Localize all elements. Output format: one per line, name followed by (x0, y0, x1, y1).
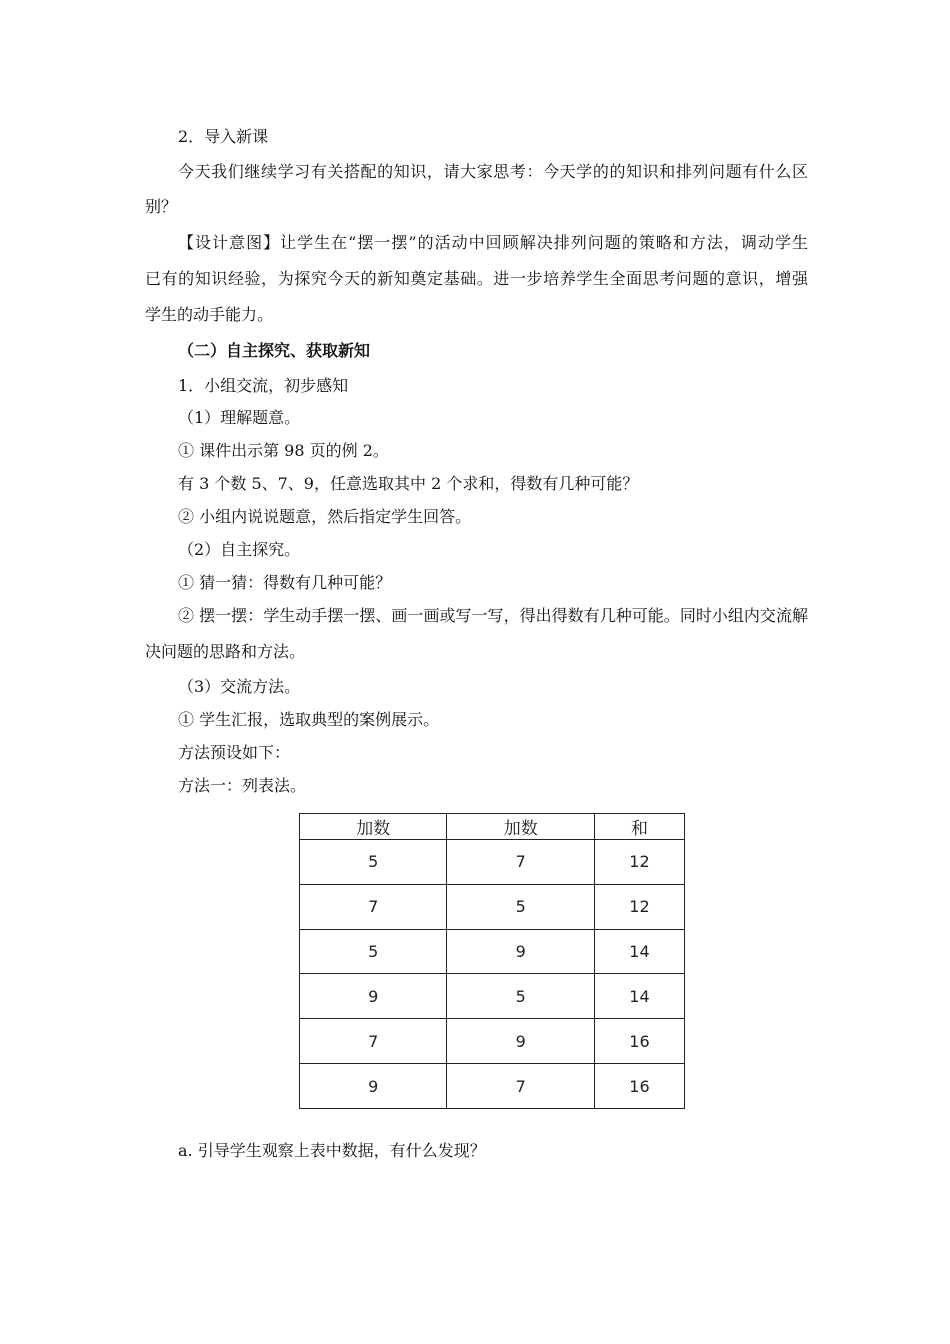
addition-table (299, 813, 685, 1109)
paragraph-exchange: （3）交流方法。 (178, 677, 301, 696)
table-row (300, 884, 685, 929)
table-cell: 5 (300, 840, 447, 885)
table-header-row (300, 814, 685, 840)
table-cell: 9 (447, 1019, 594, 1064)
table-cell: 5 (447, 884, 594, 929)
header-addend-1: 加数 (300, 814, 447, 840)
table-cell: 16 (594, 1064, 684, 1109)
table-row (300, 1019, 685, 1064)
header-sum: 和 (594, 814, 684, 840)
table-cell: 5 (447, 974, 594, 1019)
table-cell: 16 (594, 1019, 684, 1064)
paragraph-arrange-line1: ② 摆一摆：学生动手摆一摆、画一画或写一写，得出得数有几种可能。同时小组内交流解 (178, 606, 808, 625)
header-addend-2: 加数 (447, 814, 594, 840)
paragraph-guess: ① 猜一猜：得数有几种可能？ (178, 573, 392, 592)
table-row (300, 929, 685, 974)
table-row (300, 974, 685, 1019)
section-heading: （二）自主探究、获取新知 (178, 341, 371, 360)
paragraph-discuss: ② 小组内说说题意，然后指定学生回答。 (178, 507, 472, 526)
paragraph-intro-line1: 今天我们继续学习有关搭配的知识，请大家思考：今天学的的知识和排列问题有什么区 (178, 162, 808, 181)
paragraph-section-title: 2．导入新课 (178, 127, 269, 146)
paragraph-method-one: 方法一：列表法。 (178, 776, 307, 795)
paragraph-explore: （2）自主探究。 (178, 540, 301, 559)
paragraph-design-line3: 学生的动手能力。 (145, 305, 274, 324)
paragraph-understand: （1）理解题意。 (178, 408, 301, 427)
paragraph-design-line2: 已有的知识经验，为探究今天的新知奠定基础。进一步培养学生全面思考问题的意识，增强 (145, 269, 808, 288)
table-cell: 7 (447, 840, 594, 885)
table-cell: 5 (300, 929, 447, 974)
table-cell: 12 (594, 840, 684, 885)
paragraph-arrange-line2: 决问题的思路和方法。 (145, 642, 306, 661)
paragraph-intro-line2: 别？ (145, 197, 178, 216)
table-cell: 12 (594, 884, 684, 929)
table-cell: 9 (300, 1064, 447, 1109)
table-cell: 7 (300, 884, 447, 929)
table-cell: 9 (447, 929, 594, 974)
table-cell: 14 (594, 929, 684, 974)
paragraph-problem: 有 3 个数 5、7、9，任意选取其中 2 个求和，得数有几种可能？ (178, 474, 639, 493)
table-row (300, 840, 685, 885)
paragraph-report: ① 学生汇报，选取典型的案例展示。 (178, 710, 440, 729)
table-row (300, 1064, 685, 1109)
table-cell: 9 (300, 974, 447, 1019)
table-cell: 14 (594, 974, 684, 1019)
paragraph-design-line1: 【设计意图】让学生在“摆一摆”的活动中回顾解决排列问题的策略和方法，调动学生 (178, 233, 808, 252)
paragraph-show-example: ① 课件出示第 98 页的例 2。 (178, 441, 389, 460)
paragraph-observe: a. 引导学生观察上表中数据，有什么发现？ (178, 1141, 486, 1160)
table-cell: 7 (300, 1019, 447, 1064)
paragraph-methods: 方法预设如下： (178, 743, 291, 762)
table-cell: 7 (447, 1064, 594, 1109)
paragraph-step1: 1．小组交流，初步感知 (178, 376, 349, 395)
